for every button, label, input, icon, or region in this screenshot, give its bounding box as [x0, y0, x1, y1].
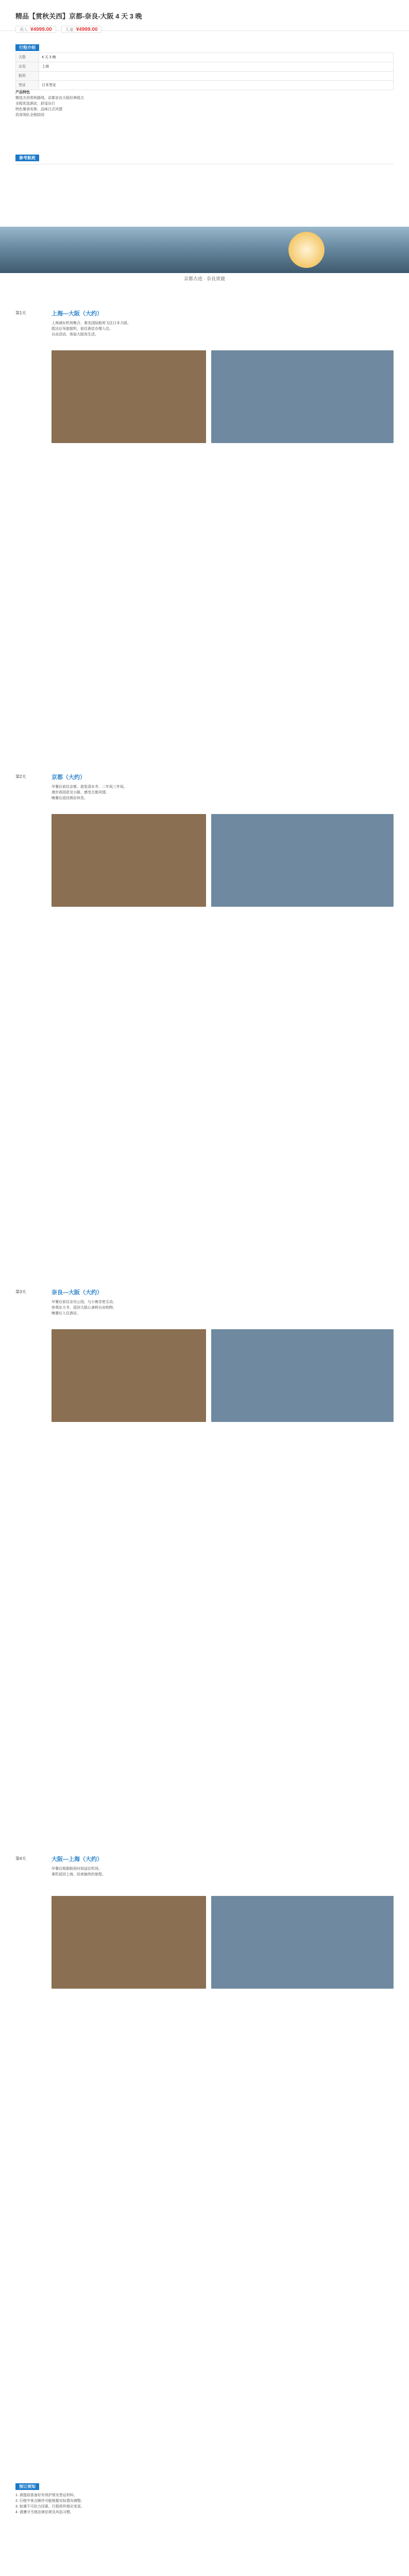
product-title: 精品【赏秋关西】京都-奈良-大阪 4 天 3 晚	[15, 12, 142, 20]
info-key: 航班	[16, 72, 39, 81]
day-photo	[52, 814, 206, 907]
day-photo	[211, 350, 394, 443]
price-row	[15, 26, 101, 33]
day-photo	[52, 1329, 206, 1422]
day-line: 漫步祇园花见小路，感受古都风情。	[52, 791, 109, 794]
day-body	[52, 784, 394, 801]
day-photo	[52, 1896, 206, 1989]
notice-list	[15, 2493, 394, 2515]
day-body	[52, 1299, 394, 1316]
child-price-label: 儿童	[65, 27, 74, 32]
day-title: 奈良—大阪（大约）	[52, 1290, 103, 1296]
adult-price-label: 成人	[20, 27, 28, 32]
day-line: 早餐后前往京都，游览清水寺、二年坂三年坂。	[52, 785, 127, 789]
day-line: 晚餐后返回酒店休息。	[52, 796, 88, 800]
feature-line: 特色餐食安排，品味日式风情	[15, 108, 62, 111]
day-label: 第3天	[15, 1290, 26, 1294]
adult-price: ¥4999.00	[30, 26, 52, 32]
features-block	[15, 90, 394, 118]
info-value: 上海	[39, 62, 394, 72]
notice-line: 4. 请遵守当地法律法规及风俗习惯。	[15, 2511, 74, 2514]
day-line: 上海浦东机场集合，乘坐国际航班飞往日本大阪。	[52, 321, 131, 325]
info-row	[16, 62, 394, 72]
day-title: 上海—大阪（大约）	[52, 311, 103, 317]
adult-price-box	[15, 26, 56, 33]
day-title: 大阪—上海（大约）	[52, 1856, 103, 1862]
info-key: 签证	[16, 81, 39, 90]
info-value	[39, 72, 394, 81]
info-row	[16, 53, 394, 62]
day-photo	[211, 1896, 394, 1989]
day-body	[52, 1866, 394, 1877]
info-value: 日本签证	[39, 81, 394, 90]
day-photo	[211, 814, 394, 907]
notice-line: 1. 请提前准备好有效护照及签证材料。	[15, 2494, 77, 2497]
child-price-box	[61, 26, 102, 33]
day-body	[52, 320, 394, 337]
notice-line: 2. 行程中景点顺序可能根据实际情况调整。	[15, 2499, 84, 2503]
day-line: 抵达后导游接机，前往酒店办理入住。	[52, 327, 113, 331]
info-key: 天数	[16, 53, 39, 62]
info-row	[16, 81, 394, 90]
day-label: 第2天	[15, 774, 26, 779]
day-line: 早餐后根据航班时间送往机场。	[52, 1867, 102, 1871]
features-title: 产品特色	[15, 91, 30, 94]
day-line: 早餐后前往奈良公园，与小鹿亲密互动。	[52, 1300, 116, 1304]
day-line: 乘机返回上海，结束愉快的旅程。	[52, 1873, 106, 1876]
info-value: 4 天 3 晚	[39, 53, 394, 62]
day-line: 晚餐后入住酒店。	[52, 1312, 80, 1315]
banner-image	[0, 227, 409, 273]
child-price: ¥4999.00	[76, 26, 98, 32]
feature-line: 精选关西赏秋路线，京都奈良大阪经典组合	[15, 96, 84, 100]
flight-section-bar: 参考航班	[15, 155, 39, 161]
sun-shape	[288, 232, 325, 268]
day-line: 参观东大寺，返回大阪心斋桥自由购物。	[52, 1306, 116, 1310]
feature-line: 全程优选酒店，舒适出行	[15, 102, 55, 106]
day-label: 第1天	[15, 311, 26, 315]
notice-section-bar: 预订须知	[15, 2483, 39, 2490]
day-photo	[52, 350, 206, 443]
day-photo	[211, 1329, 394, 1422]
day-line: 自由活动，体验大阪夜生活。	[52, 333, 98, 336]
info-key: 出发	[16, 62, 39, 72]
info-row	[16, 72, 394, 81]
info-table	[15, 53, 394, 90]
info-section-bar: 行程介绍	[15, 44, 39, 51]
day-label: 第4天	[15, 1856, 26, 1861]
banner-caption: 京都古迹 · 奈良赏鹿	[184, 276, 225, 281]
notice-line: 3. 如遇不可抗力因素，行程将作相应变更。	[15, 2505, 84, 2509]
feature-line: 资深领队全程陪同	[15, 113, 44, 117]
day-title: 京都（大约）	[52, 774, 86, 781]
